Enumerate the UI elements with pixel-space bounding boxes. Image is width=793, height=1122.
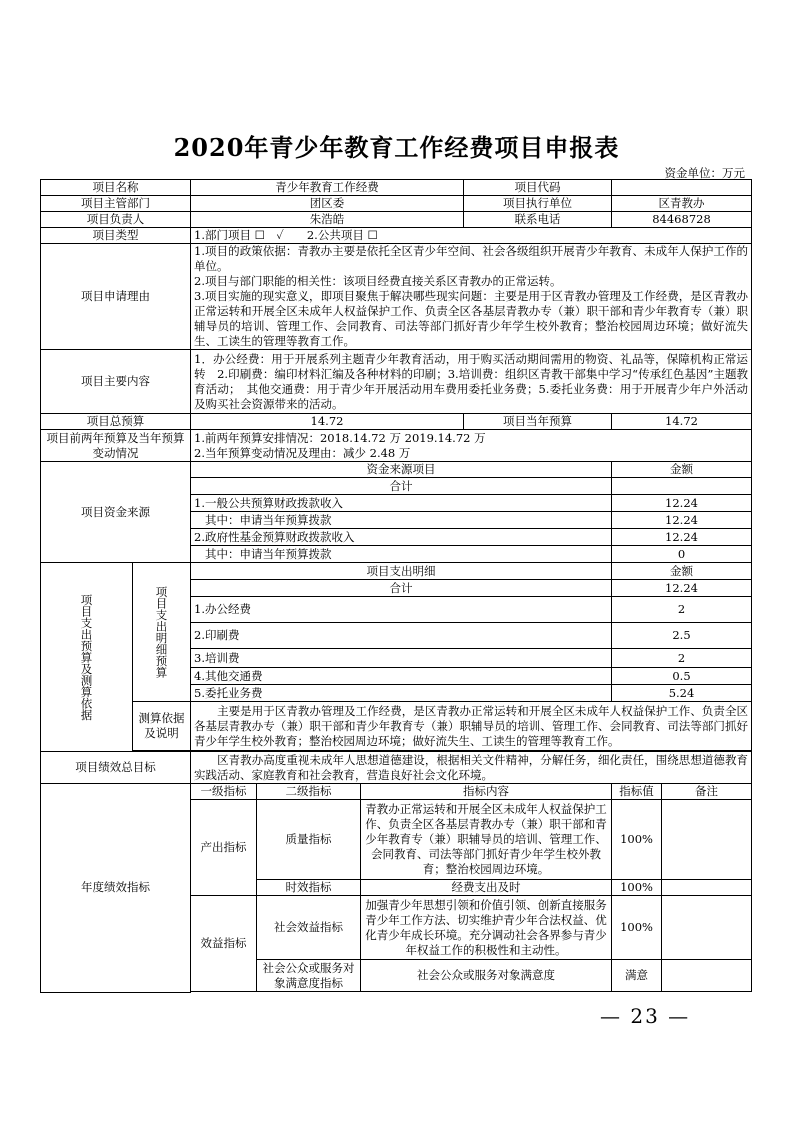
satis-value: 满意 — [612, 960, 662, 992]
output-label: 产出指标 — [191, 800, 257, 896]
exec-unit-label: 项目执行单位 — [464, 196, 612, 212]
total-budget-label: 项目总预算 — [41, 414, 191, 430]
funding-row-name: 1.一般公共预算财政拨款收入 — [191, 495, 612, 512]
h-content: 指标内容 — [361, 784, 612, 800]
reason-text — [191, 244, 752, 350]
expense-col-detail: 项目支出明细 — [191, 563, 612, 580]
type-value: 1.部门项目 ☐ ✓ 2.公共项目 ☐ — [191, 228, 752, 244]
satis-label: 社会公众或服务对象满意度指标 — [257, 960, 361, 992]
dept-label: 项目主管部门 — [41, 196, 191, 212]
h-level2: 二级指标 — [257, 784, 361, 800]
funding-row-name: 合计 — [191, 478, 612, 495]
social-note — [662, 896, 752, 960]
current-budget-label: 项目当年预算 — [464, 414, 612, 430]
expense-outer-label-text: 项目支出预算及测算依据 — [79, 593, 94, 721]
reason-line-3: 3.项目实施的现实意义，即项目聚焦于解决哪些现实问题：主要是用于区青教办管理及工作经费，是区青教办正常运转和开展全区未成年人权益保护工作、负责全区各基层青教办专（兼）职干部和青少年教育专（兼）职辅导员的培训、管理工作、会同教育、司法等部门抓好青少年学生校外教育；整治校园周边环境；做好流失生、工读生的管理等教育工作。 — [194, 289, 749, 348]
expense-row-amount: 2.5 — [612, 623, 752, 649]
expense-row-name: 1.办公经费 — [191, 597, 612, 623]
reason-label: 项目申请理由 — [41, 244, 191, 350]
satis-note — [662, 960, 752, 992]
funding-row-name: 其中：申请当年预算拨款 — [191, 512, 612, 529]
application-table — [40, 179, 752, 993]
leader-value: 朱浩皓 — [191, 212, 464, 228]
budget-change-text — [191, 430, 752, 462]
reason-line-2: 2.项目与部门职能的相关性：该项目经费直接关系区青教办的正常运转。 — [194, 274, 562, 288]
expense-row-amount: 2 — [612, 597, 752, 623]
expense-row-name: 4.其他交通费 — [191, 668, 612, 685]
funding-row-amount: 12.24 — [612, 529, 752, 546]
social-label: 社会效益指标 — [257, 896, 361, 960]
expense-row-name: 5.委托业务费 — [191, 685, 612, 702]
funding-row-amount: 12.24 — [612, 512, 752, 529]
timely-note — [662, 880, 752, 896]
funding-row-amount: 12.24 — [612, 495, 752, 512]
satis-content: 社会公众或服务对象满意度 — [361, 960, 612, 992]
quality-content: 青教办正常运转和开展全区未成年人权益保护工作、负责全区各基层青教办专（兼）职干部和青少年教育专（兼）职辅导员的培训、管理工作、会同教育、司法等部门抓好青少年学生校外教育；整治校园周边环境。 — [361, 800, 612, 880]
expense-row-amount: 5.24 — [612, 685, 752, 702]
expense-row-amount: 12.24 — [612, 580, 752, 597]
expense-inner-label-text: 项目支出明细预算 — [154, 586, 169, 678]
budget-change-label: 项目前两年预算及当年预算变动情况 — [41, 430, 191, 462]
total-budget-value: 14.72 — [191, 414, 464, 430]
goal-label: 项目绩效总目标 — [41, 752, 191, 784]
h-level1: 一级指标 — [191, 784, 257, 800]
funding-row-name: 其中：申请当年预算拨款 — [191, 546, 612, 563]
timely-label: 时效指标 — [257, 880, 361, 896]
quality-label: 质量指标 — [257, 800, 361, 880]
funding-row-amount — [612, 478, 752, 495]
basis-label: 测算依据及说明 — [133, 702, 191, 751]
leader-label: 项目负责人 — [41, 212, 191, 228]
h-note: 备注 — [662, 784, 752, 800]
social-content: 加强青少年思想引领和价值引领、创新直接服务青少年工作方法、切实维护青少年合法权益、优化青少年成长环境。充分调动社会各界参与青少年权益工作的积极性和主动性。 — [361, 896, 612, 960]
expense-row-amount: 2 — [612, 649, 752, 668]
social-value: 100% — [612, 896, 662, 960]
project-name-label: 项目名称 — [41, 180, 191, 196]
type-label: 项目类型 — [41, 228, 191, 244]
funding-col-amount: 金额 — [612, 462, 752, 478]
expense-row-amount: 0.5 — [612, 668, 752, 685]
exec-unit-value: 区青教办 — [612, 196, 752, 212]
funding-col-source: 资金来源项目 — [191, 462, 612, 478]
funding-row-name: 2.政府性基金预算财政拨款收入 — [191, 529, 612, 546]
expense-outer-label — [41, 563, 133, 752]
page-title: 2020年青少年教育工作经费项目申报表 — [173, 133, 620, 162]
quality-value: 100% — [612, 800, 662, 880]
project-code-value — [612, 180, 752, 196]
h-value: 指标值 — [612, 784, 662, 800]
project-code-label: 项目代码 — [464, 180, 612, 196]
funding-row-amount: 0 — [612, 546, 752, 563]
budget-change-line-1: 1.前两年预算安排情况：2018.14.72 万 2019.14.72 万 — [194, 430, 486, 445]
currency-unit: 资金单位：万元 — [664, 166, 745, 180]
expense-row-name: 合计 — [191, 580, 612, 597]
current-budget-value: 14.72 — [612, 414, 752, 430]
funding-label: 项目资金来源 — [41, 462, 191, 563]
basis-text: 主要是用于区青教办管理及工作经费，是区青教办正常运转和开展全区未成年人权益保护工作、负责全区各基层青教办专（兼）职干部和青少年教育专（兼）职辅导员的培训、管理工作、会同教育、司法等部门抓好青少年学生校外教育；整治校园周边环境；做好流失生、工读生的管理等教育工作。 — [191, 702, 752, 751]
content-text: 1．办公经费：用于开展系列主题青少年教育活动，用于购买活动期间需用的物资、礼品等，保障机构正常运转 2.印刷费：编印材料汇编及各种材料的印刷；3.培训费：组织区青教干部集中学习“传承红色基因”主题教育活动； 其他交通费：用于青少年开展活动用车费用委托业务费；5.委托业务费：用于开展青少年户外活动及购买社会资源带来的活动。 — [191, 350, 752, 414]
expense-inner-label — [133, 563, 191, 702]
dept-value: 团区委 — [191, 196, 464, 212]
quality-note — [662, 800, 752, 880]
budget-change-line-2: 2.当年预算变动情况及理由：减少 2.48 万 — [194, 445, 411, 460]
benefit-label: 效益指标 — [191, 896, 257, 992]
expense-row-name: 2.印刷费 — [191, 623, 612, 649]
phone-label: 联系电话 — [464, 212, 612, 228]
expense-col-amount: 金额 — [612, 563, 752, 580]
timely-content: 经费支出及时 — [361, 880, 612, 896]
project-name-value: 青少年教育工作经费 — [191, 180, 464, 196]
reason-line-1: 1.项目的政策依据：青教办主要是依托全区青少年空间、社会各级组织开展青少年教育、未成年人保护工作的单位。 — [194, 244, 749, 273]
phone-value: 84468728 — [612, 212, 752, 228]
expense-row-name: 3.培训费 — [191, 649, 612, 668]
goal-text: 区青教办高度重视未成年人思想道德建设，根据相关文件精神，分解任务，细化责任，围绕思想道德教育实践活动、家庭教育和社会教育，营造良好社会文化环境。 — [191, 752, 752, 784]
content-label: 项目主要内容 — [41, 350, 191, 414]
annual-label: 年度绩效指标 — [41, 784, 191, 993]
timely-value: 100% — [612, 880, 662, 896]
page-number: — 23 — — [600, 1004, 691, 1028]
